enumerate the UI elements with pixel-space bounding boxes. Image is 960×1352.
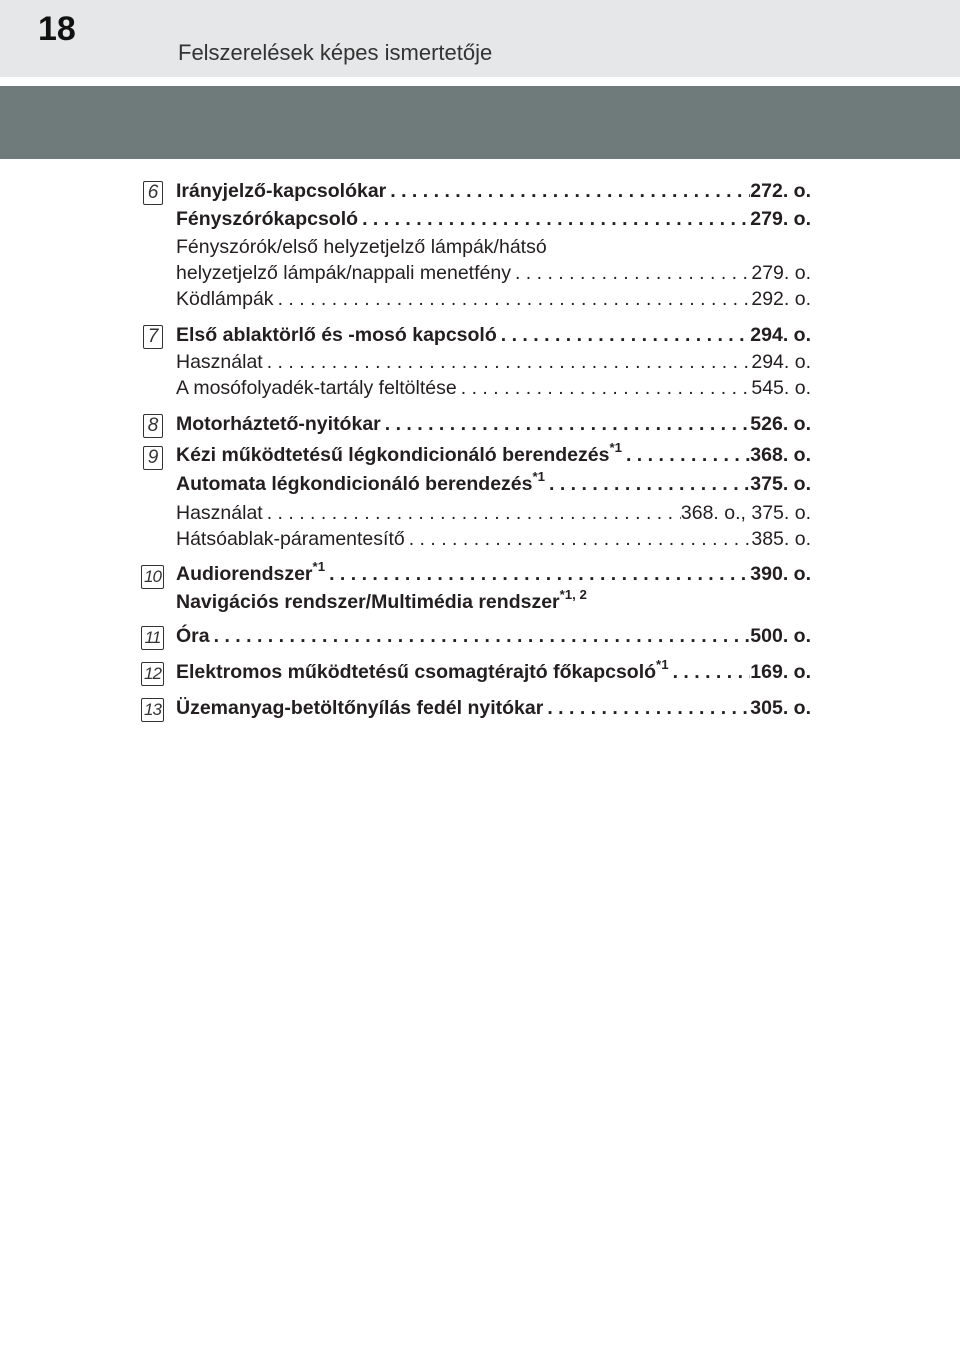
entry-label: Üzemanyag-betöltőnyílás fedél nyitókar (176, 697, 544, 719)
entry-label: helyzetjelző lámpák/nappali menetfény (176, 262, 511, 284)
index-entry (176, 377, 811, 405)
dot-leader (358, 208, 750, 231)
index-entry (176, 528, 811, 556)
entry-page: 368. o., 375. o. (680, 502, 811, 524)
entry-page: 500. o. (750, 625, 811, 647)
item-marker: 13 (141, 698, 164, 722)
index-entry (176, 208, 811, 236)
index-entry (176, 625, 811, 653)
entry-label: Fényszórók/első helyzetjelző lámpák/hátsó (176, 236, 547, 258)
dot-leader (622, 444, 750, 467)
index-entry (176, 413, 811, 441)
dot-leader (263, 502, 681, 525)
entry-page: 375. o. (750, 473, 811, 495)
dot-leader (381, 413, 751, 436)
entry-label-text: Kézi működtetésű légkondicionáló berendezés (176, 444, 610, 466)
entry-label (176, 440, 622, 467)
dot-leader (545, 473, 750, 496)
entry-page: 272. o. (750, 180, 811, 202)
entry-label: A mosófolyadék-tartály feltöltése (176, 377, 457, 399)
entry-page: 294. o. (751, 351, 811, 373)
dot-leader (669, 661, 751, 684)
item-marker: 7 (143, 325, 163, 349)
footnote-mark: *1, 2 (559, 587, 587, 603)
entry-label: Irányjelző-kapcsolókar (176, 180, 387, 202)
item-marker: 9 (143, 446, 163, 470)
entry-page: 169. o. (750, 661, 811, 683)
footnote-mark: *1 (532, 469, 546, 485)
page-number: 18 (38, 10, 76, 48)
index-entry (176, 288, 811, 316)
index-entry (176, 236, 811, 264)
chapter-title: Felszerelések képes ismertetője (178, 40, 493, 65)
entry-page: 305. o. (750, 697, 811, 719)
index-entry (176, 587, 811, 619)
entry-page: 294. o. (750, 324, 811, 346)
entry-label (176, 469, 546, 496)
index-entry (176, 657, 811, 689)
dot-leader (457, 377, 752, 400)
dot-leader (543, 697, 750, 720)
index-entry (176, 559, 811, 591)
index-entry (176, 262, 811, 290)
entry-label: Motorháztető-nyitókar (176, 413, 381, 435)
dot-leader (386, 180, 750, 203)
entry-page: 368. o. (750, 444, 811, 466)
entry-page: 526. o. (750, 413, 811, 435)
footnote-mark: *1 (656, 657, 669, 673)
entry-label: Hátsóablak-páramentesítő (176, 528, 405, 550)
dot-leader (210, 625, 751, 648)
entry-page: 385. o. (751, 528, 811, 550)
entry-page: 279. o. (750, 208, 811, 230)
item-marker: 11 (141, 626, 164, 650)
entry-label (176, 587, 587, 614)
index-entry (176, 324, 811, 352)
index-entry (176, 180, 811, 208)
entry-label (176, 657, 669, 684)
entry-label: Első ablaktörlő és -mosó kapcsoló (176, 324, 497, 346)
section-band (0, 86, 960, 159)
index-entry (176, 440, 811, 472)
item-marker: 8 (143, 414, 163, 438)
entry-label-text: Navigációs rendszer/Multimédia rendszer (176, 591, 560, 613)
dot-leader (511, 262, 751, 285)
entry-label (176, 559, 326, 586)
index-entry (176, 469, 811, 501)
entry-page: 292. o. (751, 288, 811, 310)
entry-label: Használat (176, 351, 263, 373)
dot-leader (274, 288, 752, 311)
index-entry (176, 351, 811, 379)
entry-label-text: Audiorendszer (176, 563, 313, 585)
item-marker: 12 (141, 662, 164, 686)
item-marker: 10 (141, 565, 164, 589)
entry-page: 390. o. (750, 563, 811, 585)
footnote-mark: *1 (609, 440, 622, 456)
entry-label-text: Elektromos működtetésű csomagtérajtó főkapcsoló (176, 661, 657, 683)
index-entry (176, 697, 811, 725)
entry-page: 279. o. (751, 262, 811, 284)
entry-label: Ködlámpák (176, 288, 274, 310)
entry-label: Óra (176, 625, 210, 647)
dot-leader (263, 351, 752, 374)
footnote-mark: *1 (312, 559, 326, 575)
entry-page: 545. o. (751, 377, 811, 399)
dot-leader (405, 528, 752, 551)
entry-label: Fényszórókapcsoló (176, 208, 359, 230)
dot-leader (325, 563, 750, 586)
dot-leader (497, 324, 751, 347)
item-marker: 6 (143, 181, 163, 205)
index-entry (176, 502, 811, 530)
entry-label-text: Automata légkondicionáló berendezés (176, 473, 533, 495)
entry-label: Használat (176, 502, 263, 524)
